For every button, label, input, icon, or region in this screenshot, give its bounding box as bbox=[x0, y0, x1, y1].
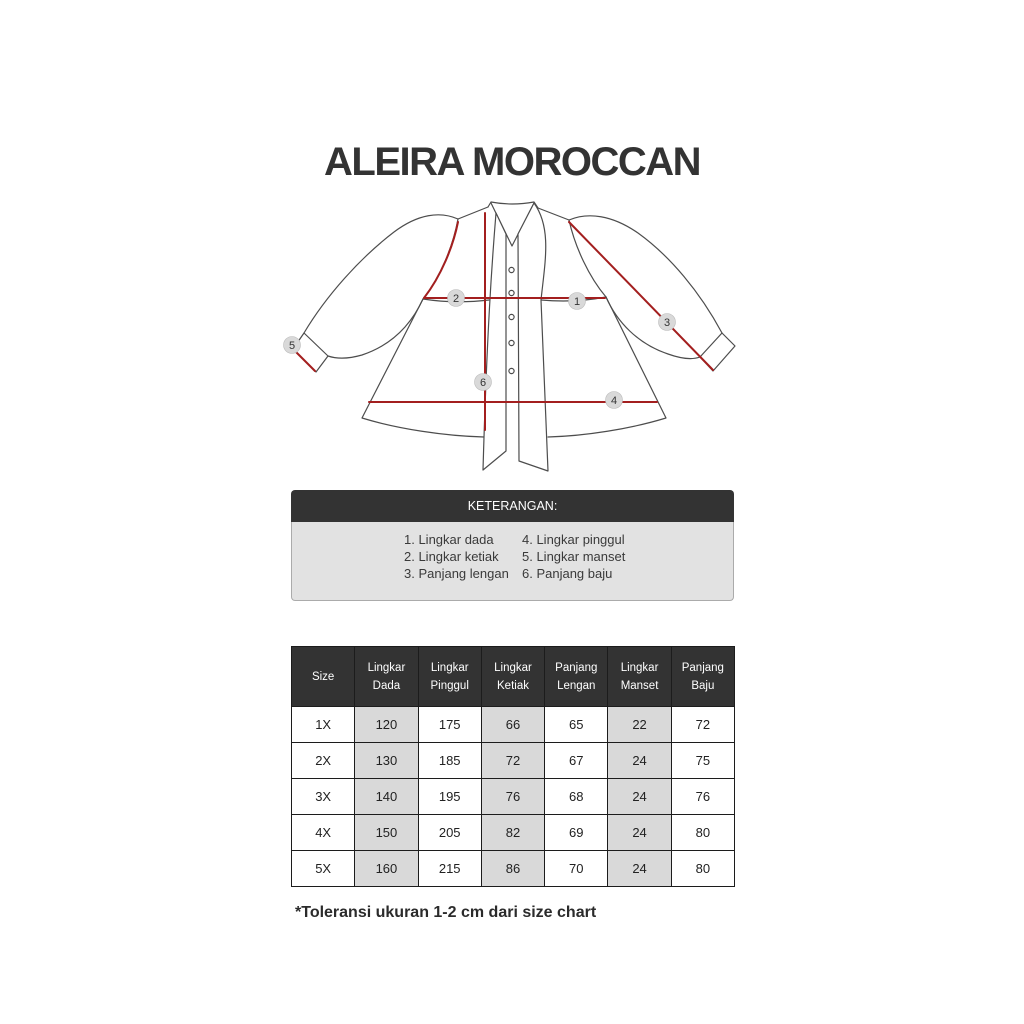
legend-item: 4. Lingkar pinggul bbox=[522, 532, 625, 547]
left-armhole bbox=[423, 219, 458, 299]
legend-item: 5. Lingkar manset bbox=[522, 549, 626, 564]
marker-4 bbox=[606, 392, 623, 409]
marker-2 bbox=[448, 290, 465, 307]
marker-1 bbox=[569, 293, 586, 310]
legend-column-right bbox=[522, 531, 625, 582]
header-text: Manset bbox=[620, 679, 659, 692]
legend-body bbox=[291, 522, 734, 601]
lingkar-manset-cell: 24 bbox=[608, 779, 671, 815]
legend-item: 3. Panjang lengan bbox=[404, 566, 509, 581]
lingkar-manset-cell: 24 bbox=[608, 851, 671, 887]
size-table bbox=[291, 646, 735, 887]
lingkar-ketiak-cell: 66 bbox=[481, 707, 544, 743]
marker-label: 5 bbox=[288, 339, 296, 352]
lingkar-ketiak-cell: 82 bbox=[481, 815, 544, 851]
panjang-lengan-cell: 67 bbox=[545, 743, 608, 779]
marker-label: 3 bbox=[663, 316, 671, 329]
marker-label: 4 bbox=[610, 394, 618, 407]
column-header-size bbox=[292, 647, 355, 707]
size-cell: 5X bbox=[292, 851, 355, 887]
measure-line-armhole bbox=[424, 222, 458, 298]
right-sleeve-lower bbox=[606, 297, 700, 359]
lingkar-dada-cell: 140 bbox=[355, 779, 418, 815]
lingkar-pinggul-cell: 195 bbox=[418, 779, 481, 815]
panjang-baju-cell: 76 bbox=[671, 779, 734, 815]
size-cell: 2X bbox=[292, 743, 355, 779]
product-title: ALEIRA MOROCCAN bbox=[324, 140, 700, 184]
tolerance-note: *Toleransi ukuran 1-2 cm dari size chart bbox=[295, 904, 597, 921]
header-text: Lingkar bbox=[494, 661, 532, 674]
right-cuff bbox=[700, 333, 735, 371]
lingkar-pinggul-cell: 175 bbox=[418, 707, 481, 743]
legend-box bbox=[291, 490, 734, 601]
header-text: Lengan bbox=[557, 679, 596, 692]
right-armhole bbox=[569, 220, 606, 297]
legend-item: 2. Lingkar ketiak bbox=[404, 549, 499, 564]
table-header-row bbox=[292, 647, 735, 707]
header-text: Panjang bbox=[555, 661, 598, 674]
header-text: Lingkar bbox=[367, 661, 406, 674]
legend-header: KETERANGAN: bbox=[291, 490, 734, 522]
left-sleeve-upper bbox=[304, 215, 458, 333]
panjang-baju-cell: 80 bbox=[671, 815, 734, 851]
right-sleeve-upper bbox=[569, 216, 722, 333]
marker-3 bbox=[659, 314, 676, 331]
legend-item: 1. Lingkar dada bbox=[404, 532, 494, 547]
panjang-lengan-cell: 69 bbox=[545, 815, 608, 851]
size-cell: 3X bbox=[292, 779, 355, 815]
legend-item: 6. Panjang baju bbox=[522, 566, 613, 581]
lingkar-pinggul-cell: 185 bbox=[418, 743, 481, 779]
table-row bbox=[292, 707, 735, 743]
table-row bbox=[292, 851, 735, 887]
marker-6 bbox=[475, 374, 492, 391]
lingkar-ketiak-cell: 86 bbox=[481, 851, 544, 887]
left-sleeve-lower bbox=[328, 299, 423, 358]
left-shoulder bbox=[458, 207, 488, 219]
header-text: Dada bbox=[372, 679, 401, 692]
column-header-lingkar-ketiak bbox=[481, 647, 544, 707]
panjang-baju-cell: 72 bbox=[671, 707, 734, 743]
lingkar-manset-cell: 24 bbox=[608, 815, 671, 851]
header-text: Size bbox=[311, 670, 335, 683]
button-icon bbox=[509, 368, 514, 373]
column-header-lingkar-manset bbox=[608, 647, 671, 707]
header-text: Pinggul bbox=[430, 679, 469, 692]
lingkar-pinggul-cell: 215 bbox=[418, 851, 481, 887]
right-shoulder bbox=[538, 208, 569, 220]
header-text: Ketiak bbox=[497, 679, 529, 692]
lingkar-dada-cell: 160 bbox=[355, 851, 418, 887]
lingkar-dada-cell: 150 bbox=[355, 815, 418, 851]
measure-line-sleeve-length bbox=[569, 222, 713, 370]
legend-column-left bbox=[404, 531, 509, 582]
panjang-baju-cell: 75 bbox=[671, 743, 734, 779]
column-header-lingkar-dada bbox=[355, 647, 418, 707]
lingkar-pinggul-cell: 205 bbox=[418, 815, 481, 851]
header-text: Lingkar bbox=[430, 661, 469, 674]
collar bbox=[488, 202, 538, 208]
lingkar-ketiak-cell: 72 bbox=[481, 743, 544, 779]
lingkar-dada-cell: 120 bbox=[355, 707, 418, 743]
column-header-panjang-baju bbox=[671, 647, 734, 707]
table-row bbox=[292, 815, 735, 851]
scarf-left-tail bbox=[483, 213, 506, 470]
lingkar-manset-cell: 24 bbox=[608, 743, 671, 779]
header-text: Lingkar bbox=[620, 661, 659, 674]
garment-illustration bbox=[280, 195, 745, 480]
panjang-lengan-cell: 68 bbox=[545, 779, 608, 815]
column-header-panjang-lengan bbox=[545, 647, 608, 707]
lingkar-dada-cell: 130 bbox=[355, 743, 418, 779]
panjang-lengan-cell: 70 bbox=[545, 851, 608, 887]
button-icon bbox=[509, 314, 514, 319]
marker-label: 6 bbox=[479, 376, 487, 389]
lingkar-ketiak-cell: 76 bbox=[481, 779, 544, 815]
body-left-side-and-hem bbox=[362, 299, 487, 437]
marker-label: 1 bbox=[573, 295, 581, 308]
body-right-side-and-hem bbox=[548, 297, 666, 437]
panjang-baju-cell: 80 bbox=[671, 851, 734, 887]
header-text: Baju bbox=[691, 679, 715, 692]
header-text: Panjang bbox=[681, 661, 724, 674]
panjang-lengan-cell: 65 bbox=[545, 707, 608, 743]
size-cell: 1X bbox=[292, 707, 355, 743]
button-icon bbox=[509, 267, 514, 272]
scarf-right-tail bbox=[518, 203, 548, 471]
size-cell: 4X bbox=[292, 815, 355, 851]
table-row bbox=[292, 779, 735, 815]
measure-line-cuff bbox=[296, 352, 315, 371]
marker-5 bbox=[284, 337, 301, 354]
lingkar-manset-cell: 22 bbox=[608, 707, 671, 743]
marker-label: 2 bbox=[452, 292, 460, 305]
table-row bbox=[292, 743, 735, 779]
column-header-lingkar-pinggul bbox=[418, 647, 481, 707]
button-icon bbox=[509, 290, 514, 295]
garment-outline bbox=[293, 202, 735, 471]
button-icon bbox=[509, 340, 514, 345]
